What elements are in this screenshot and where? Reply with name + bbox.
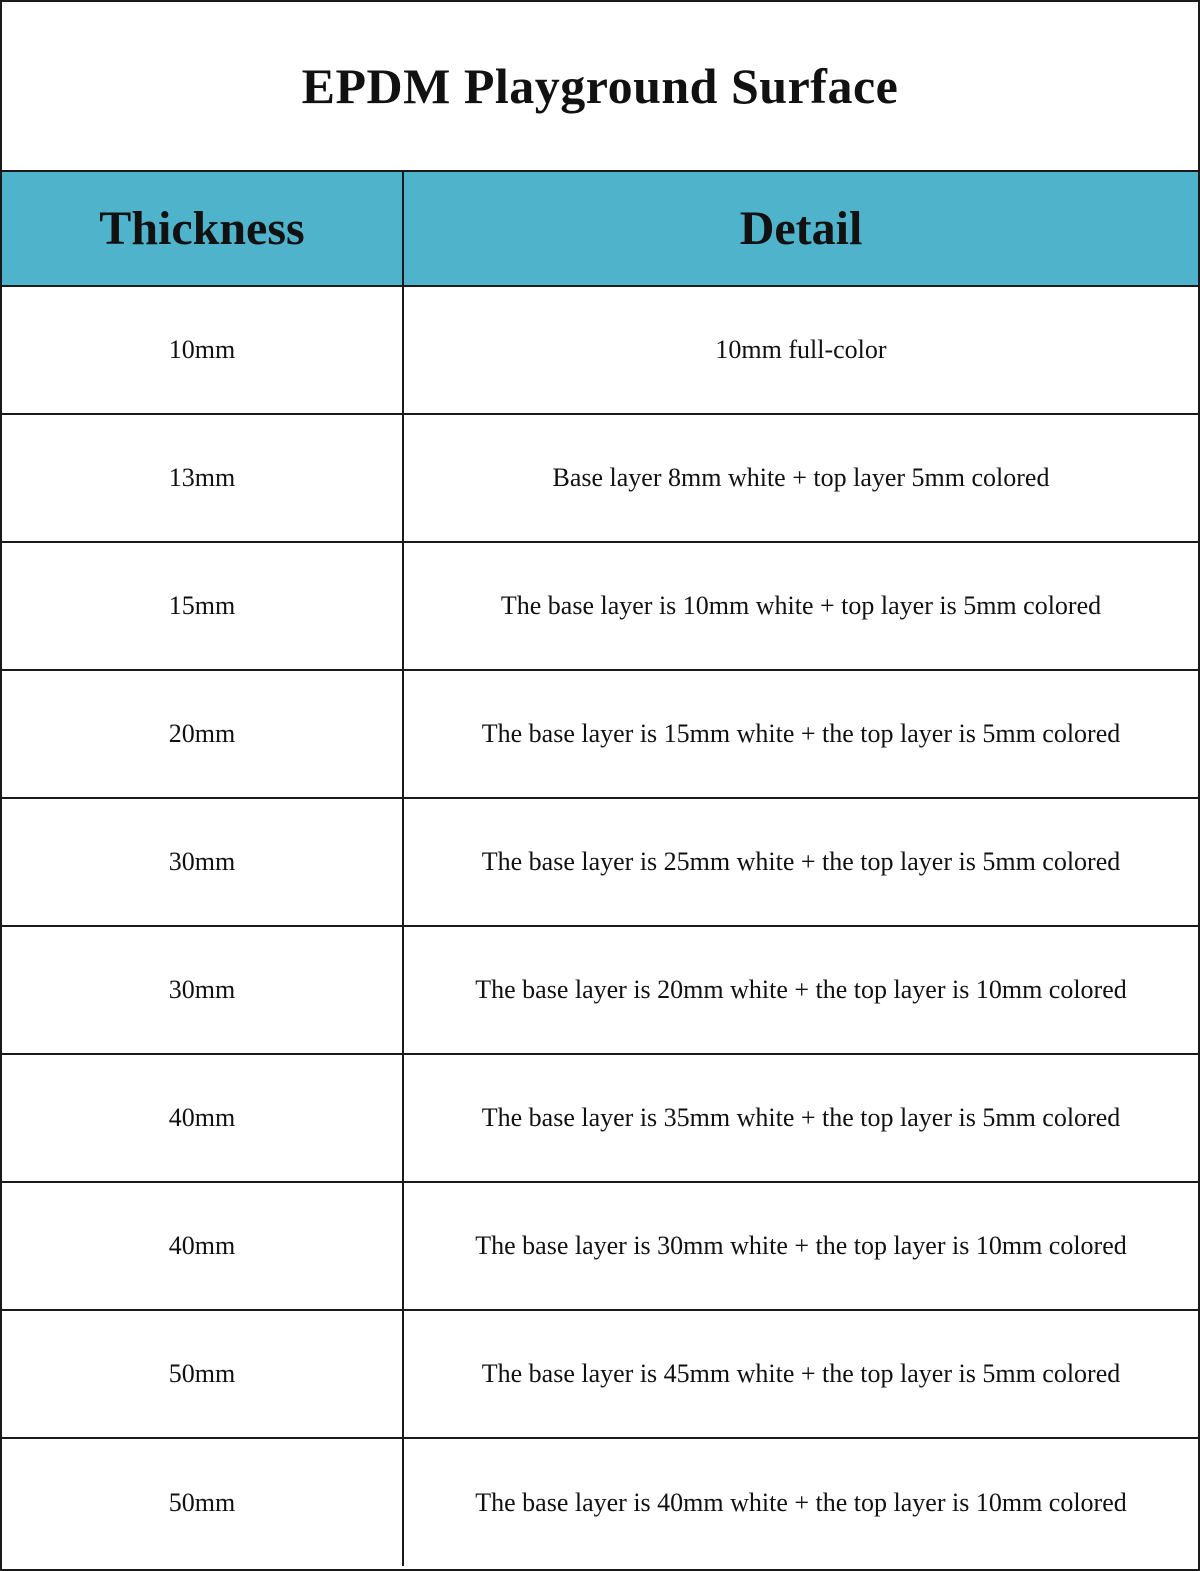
thickness-cell: 40mm <box>2 1182 403 1310</box>
thickness-cell: 10mm <box>2 286 403 414</box>
detail-cell: The base layer is 15mm white + the top layer is 5mm colored <box>403 670 1198 798</box>
detail-cell: Base layer 8mm white + top layer 5mm colored <box>403 414 1198 542</box>
title-row <box>2 2 1198 172</box>
table-row <box>2 542 1198 670</box>
detail-cell: The base layer is 20mm white + the top layer is 10mm colored <box>403 926 1198 1054</box>
table-header-row <box>2 172 1198 286</box>
detail-cell: The base layer is 35mm white + the top layer is 5mm colored <box>403 1054 1198 1182</box>
detail-cell: The base layer is 10mm white + top layer is 5mm colored <box>403 542 1198 670</box>
table-row <box>2 1310 1198 1438</box>
column-header-detail: Detail <box>403 172 1198 286</box>
detail-cell: The base layer is 30mm white + the top layer is 10mm colored <box>403 1182 1198 1310</box>
table-row <box>2 926 1198 1054</box>
detail-cell: 10mm full-color <box>403 286 1198 414</box>
thickness-cell: 30mm <box>2 926 403 1054</box>
table-row <box>2 1182 1198 1310</box>
thickness-cell: 20mm <box>2 670 403 798</box>
table-row <box>2 1438 1198 1566</box>
detail-cell: The base layer is 45mm white + the top layer is 5mm colored <box>403 1310 1198 1438</box>
table-row <box>2 1054 1198 1182</box>
thickness-cell: 13mm <box>2 414 403 542</box>
thickness-cell: 30mm <box>2 798 403 926</box>
table-row <box>2 414 1198 542</box>
thickness-cell: 50mm <box>2 1310 403 1438</box>
thickness-cell: 40mm <box>2 1054 403 1182</box>
detail-cell: The base layer is 40mm white + the top layer is 10mm colored <box>475 1487 1127 1517</box>
thickness-cell: 50mm <box>2 1438 403 1566</box>
detail-cell: The base layer is 25mm white + the top layer is 5mm colored <box>403 798 1198 926</box>
thickness-cell: 15mm <box>2 542 403 670</box>
table-row <box>2 286 1198 414</box>
table-row <box>2 798 1198 926</box>
spec-table <box>2 172 1198 1566</box>
table-row <box>2 670 1198 798</box>
column-header-thickness: Thickness <box>2 172 403 286</box>
page-title: EPDM Playground Surface <box>301 58 899 114</box>
